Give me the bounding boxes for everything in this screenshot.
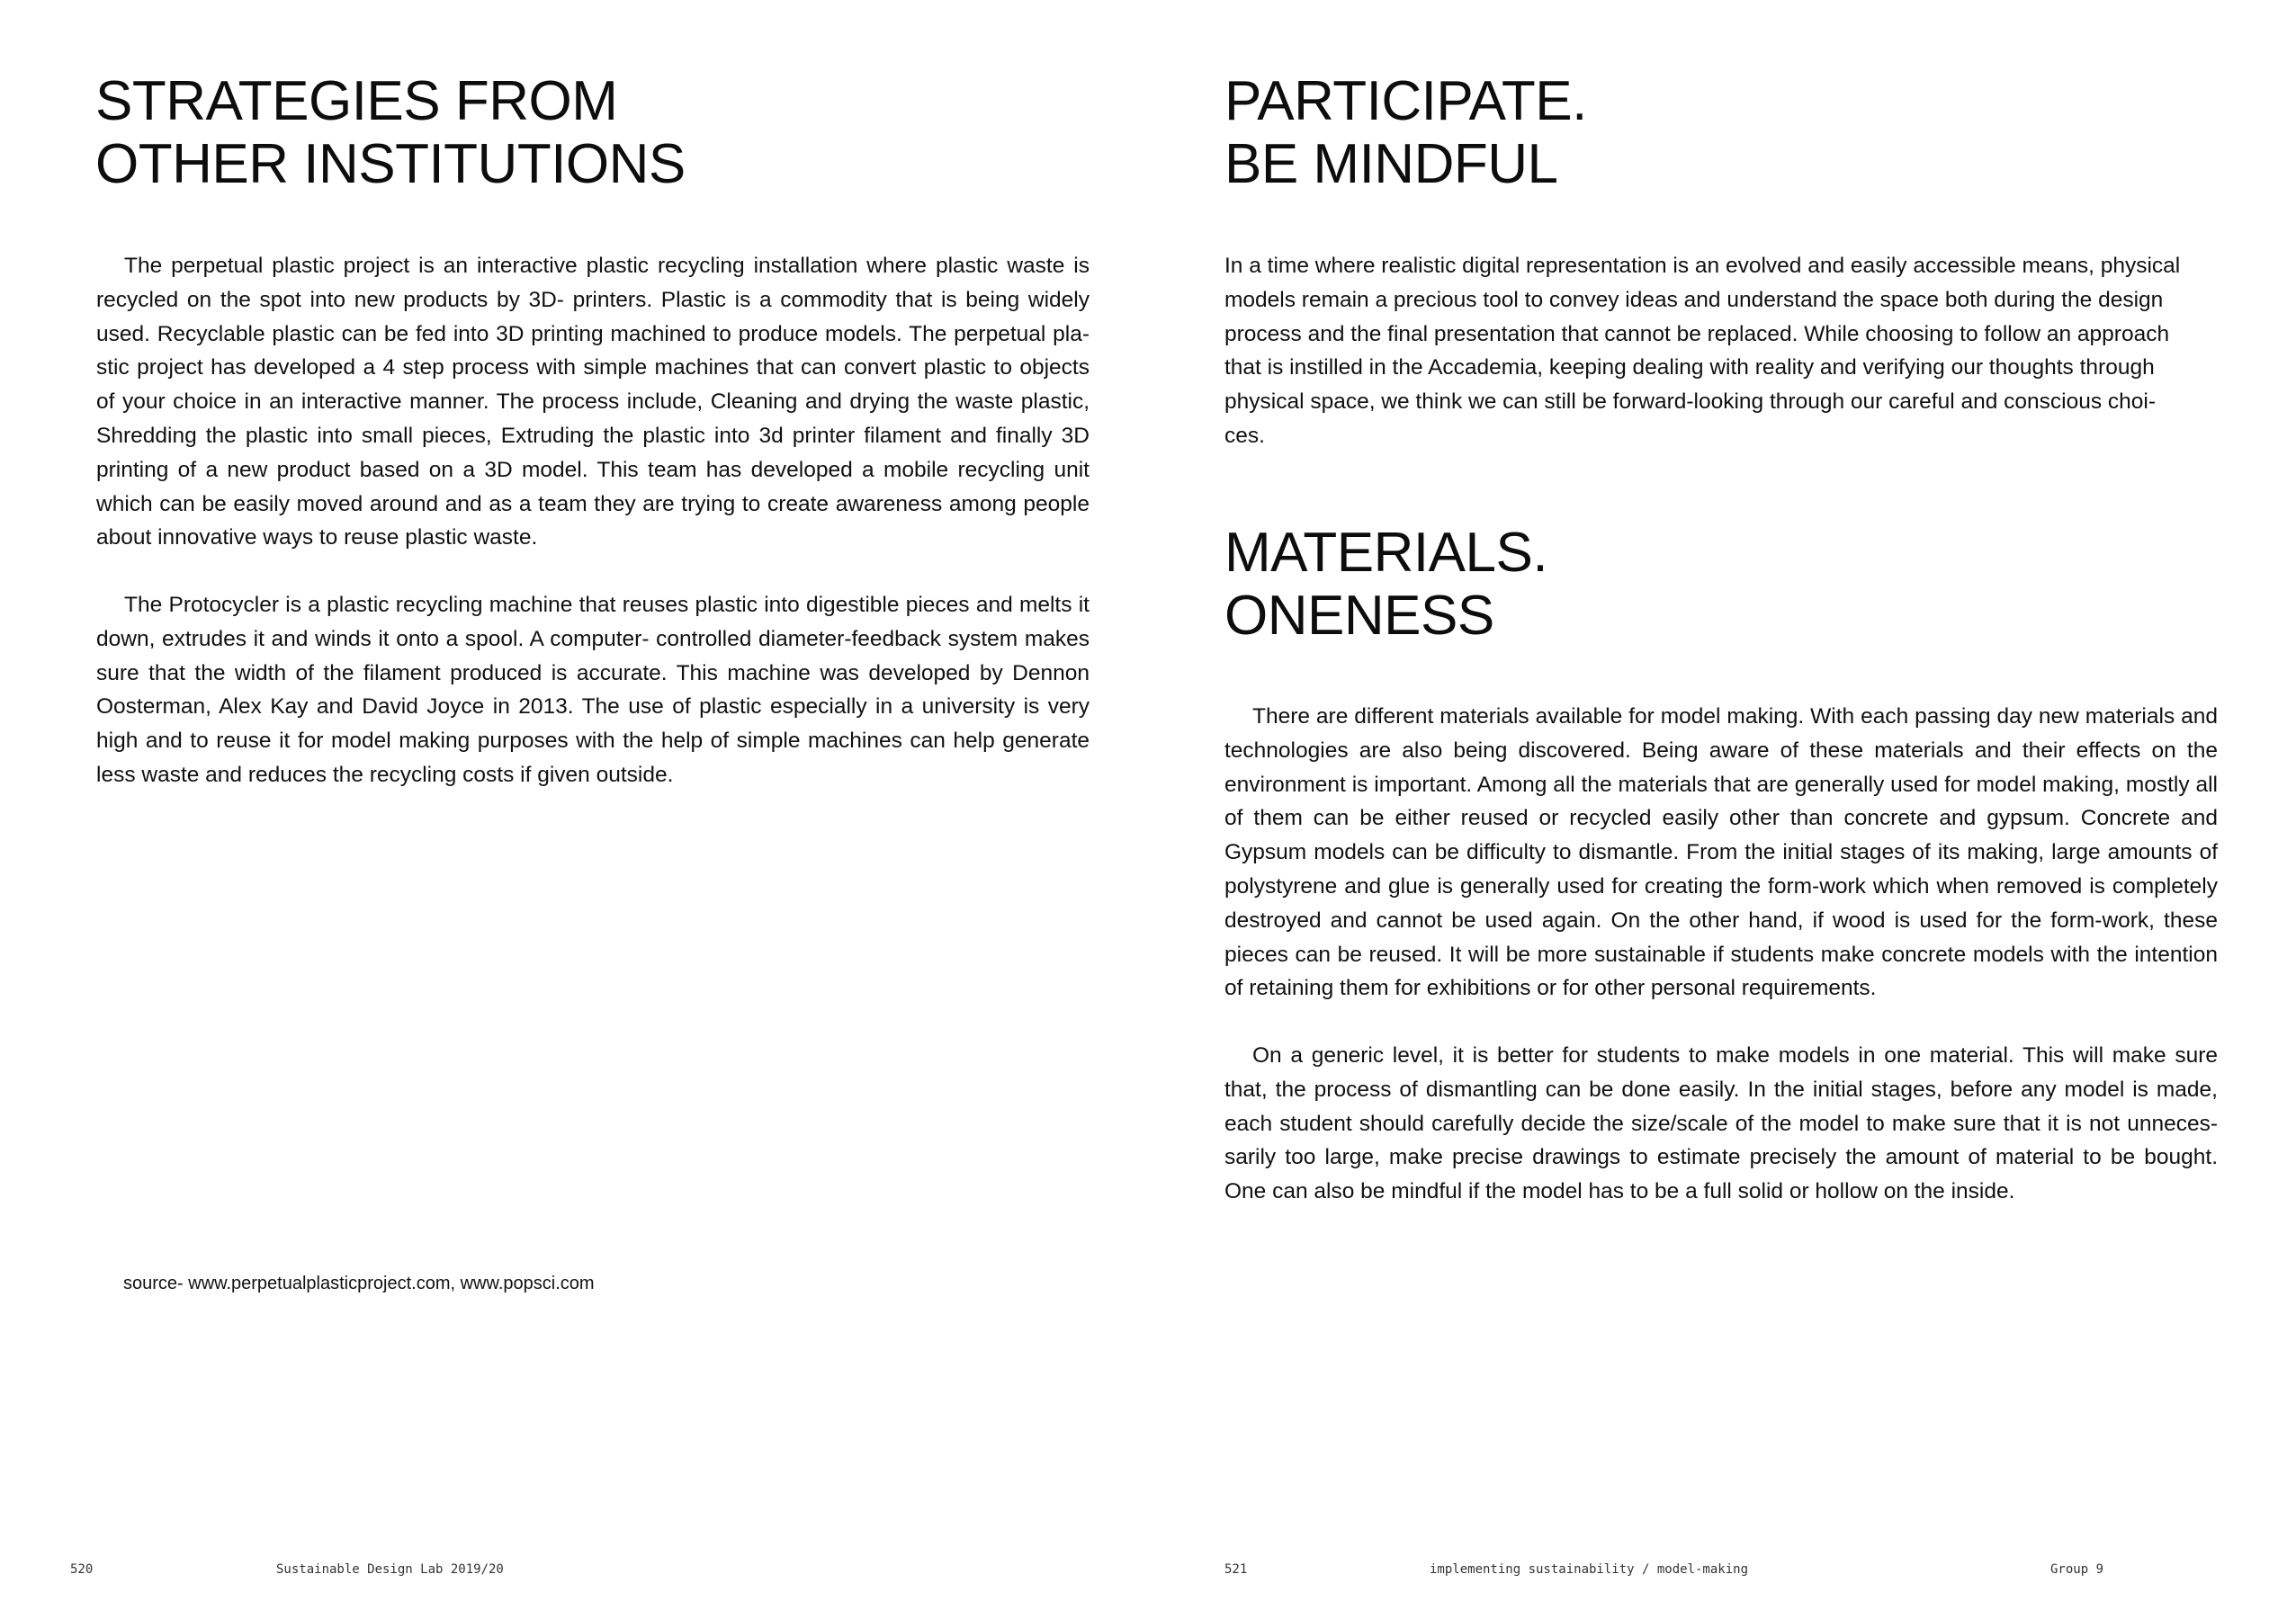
page-number-left: 520 <box>70 1562 94 1577</box>
heading-line-2: BE MINDFUL <box>1224 133 1558 195</box>
heading-line-1: MATERIALS. <box>1224 522 1548 584</box>
heading-strategies <box>95 70 686 196</box>
heading-participate <box>1224 70 1587 196</box>
right-page <box>1148 0 2296 1610</box>
source-note: source- www.perpetualplasticproject.com, www.popsci.com <box>123 1274 595 1293</box>
heading-line-1: STRATEGIES FROM <box>95 70 618 132</box>
footer-group: Group 9 <box>2050 1562 2104 1577</box>
paragraph-materials: There are different materials available for model making. With each passing day new materials and technologies are also being discovered. Being aware of these materials and their effects on the environment is important. Among all the materials that are generally used for model making, mostly all of them can be either reused or recycled easily other than concrete and gypsum. Concrete and Gypsum models can be difficulty to dismantle. From the initial stages of its making, large amounts of polystyrene and glue is generally used for creating the form-work which when removed is completely destroyed and cannot be used again. On the other hand, if wood is used for the form-work, these pieces can be reused. It will be more sustainable if students make concrete models with the intention of retaining them for exhibitions or for other personal requirements. <box>1224 704 2218 1001</box>
heading-line-2: OTHER INSTITUTIONS <box>95 133 686 195</box>
page-number-right: 521 <box>1224 1562 1248 1577</box>
heading-materials <box>1224 522 1547 648</box>
heading-line-2: ONENESS <box>1224 585 1494 647</box>
paragraph-generic-level: On a generic level, it is better for students to make models in one material. This will make sure that, the process of dismantling can be done easily. In the initial stages, before any model is made, each student should carefully decide the size/scale of the model to make sure that it is not unneces-sarily too large, make precise drawings to estimate precisely the amount of material to be bought. One can also be mindful if the model has to be a full solid or hollow on the inside. <box>1224 1043 2218 1204</box>
paragraph-protocycler: The Protocycler is a plastic recycling machine that reuses plastic into digestible pieces and melts it down, extrudes it and winds it onto a spool. A computer- controlled diameter-feedback system makes sure that the width of the filament produced is accurate. This machine was developed by Dennon Oosterman, Alex Kay and David Joyce in 2013. The use of plastic especially in a university is very high and to reuse it for model making purposes with the help of simple machines can help generate less waste and reduces the recycling costs if given outside. <box>96 593 1090 787</box>
footer-title-left: Sustainable Design Lab 2019/20 <box>276 1562 504 1577</box>
paragraph-participate: In a time where realistic digital representation is an evolved and easily accessible means, physical models remain a precious tool to convey ideas and understand the space both during the design process and the final presentation that cannot be replaced. While choosing to follow an approach that is instilled in the Accademia, keeping dealing with reality and verifying our thoughts through physical space, we think we can still be forward-looking through our careful and conscious choi-ces. <box>1224 254 2181 448</box>
heading-line-1: PARTICIPATE. <box>1224 70 1587 132</box>
footer-title-right: implementing sustainability / model-making <box>1430 1562 1749 1577</box>
paragraph-perpetual-plastic: The perpetual plastic project is an interactive plastic recycling installation where plastic waste is recycled on the spot into new products by 3D- printers. Plastic is a commodity that is being widely used. Recyclable plastic can be fed into 3D printing machined to produce models. The perpetual pla-stic project has developed a 4 step process with simple machines that can convert plastic to objects of your choice in an interactive manner. The process include, Cleaning and drying the waste plastic, Shredding the plastic into small pieces, Extruding the plastic into 3d printer filament and finally 3D printing of a new product based on a 3D model. This team has developed a mobile recycling unit which can be easily moved around and as a team they are trying to create awareness among people about innovative ways to reuse plastic waste. <box>96 254 1090 550</box>
